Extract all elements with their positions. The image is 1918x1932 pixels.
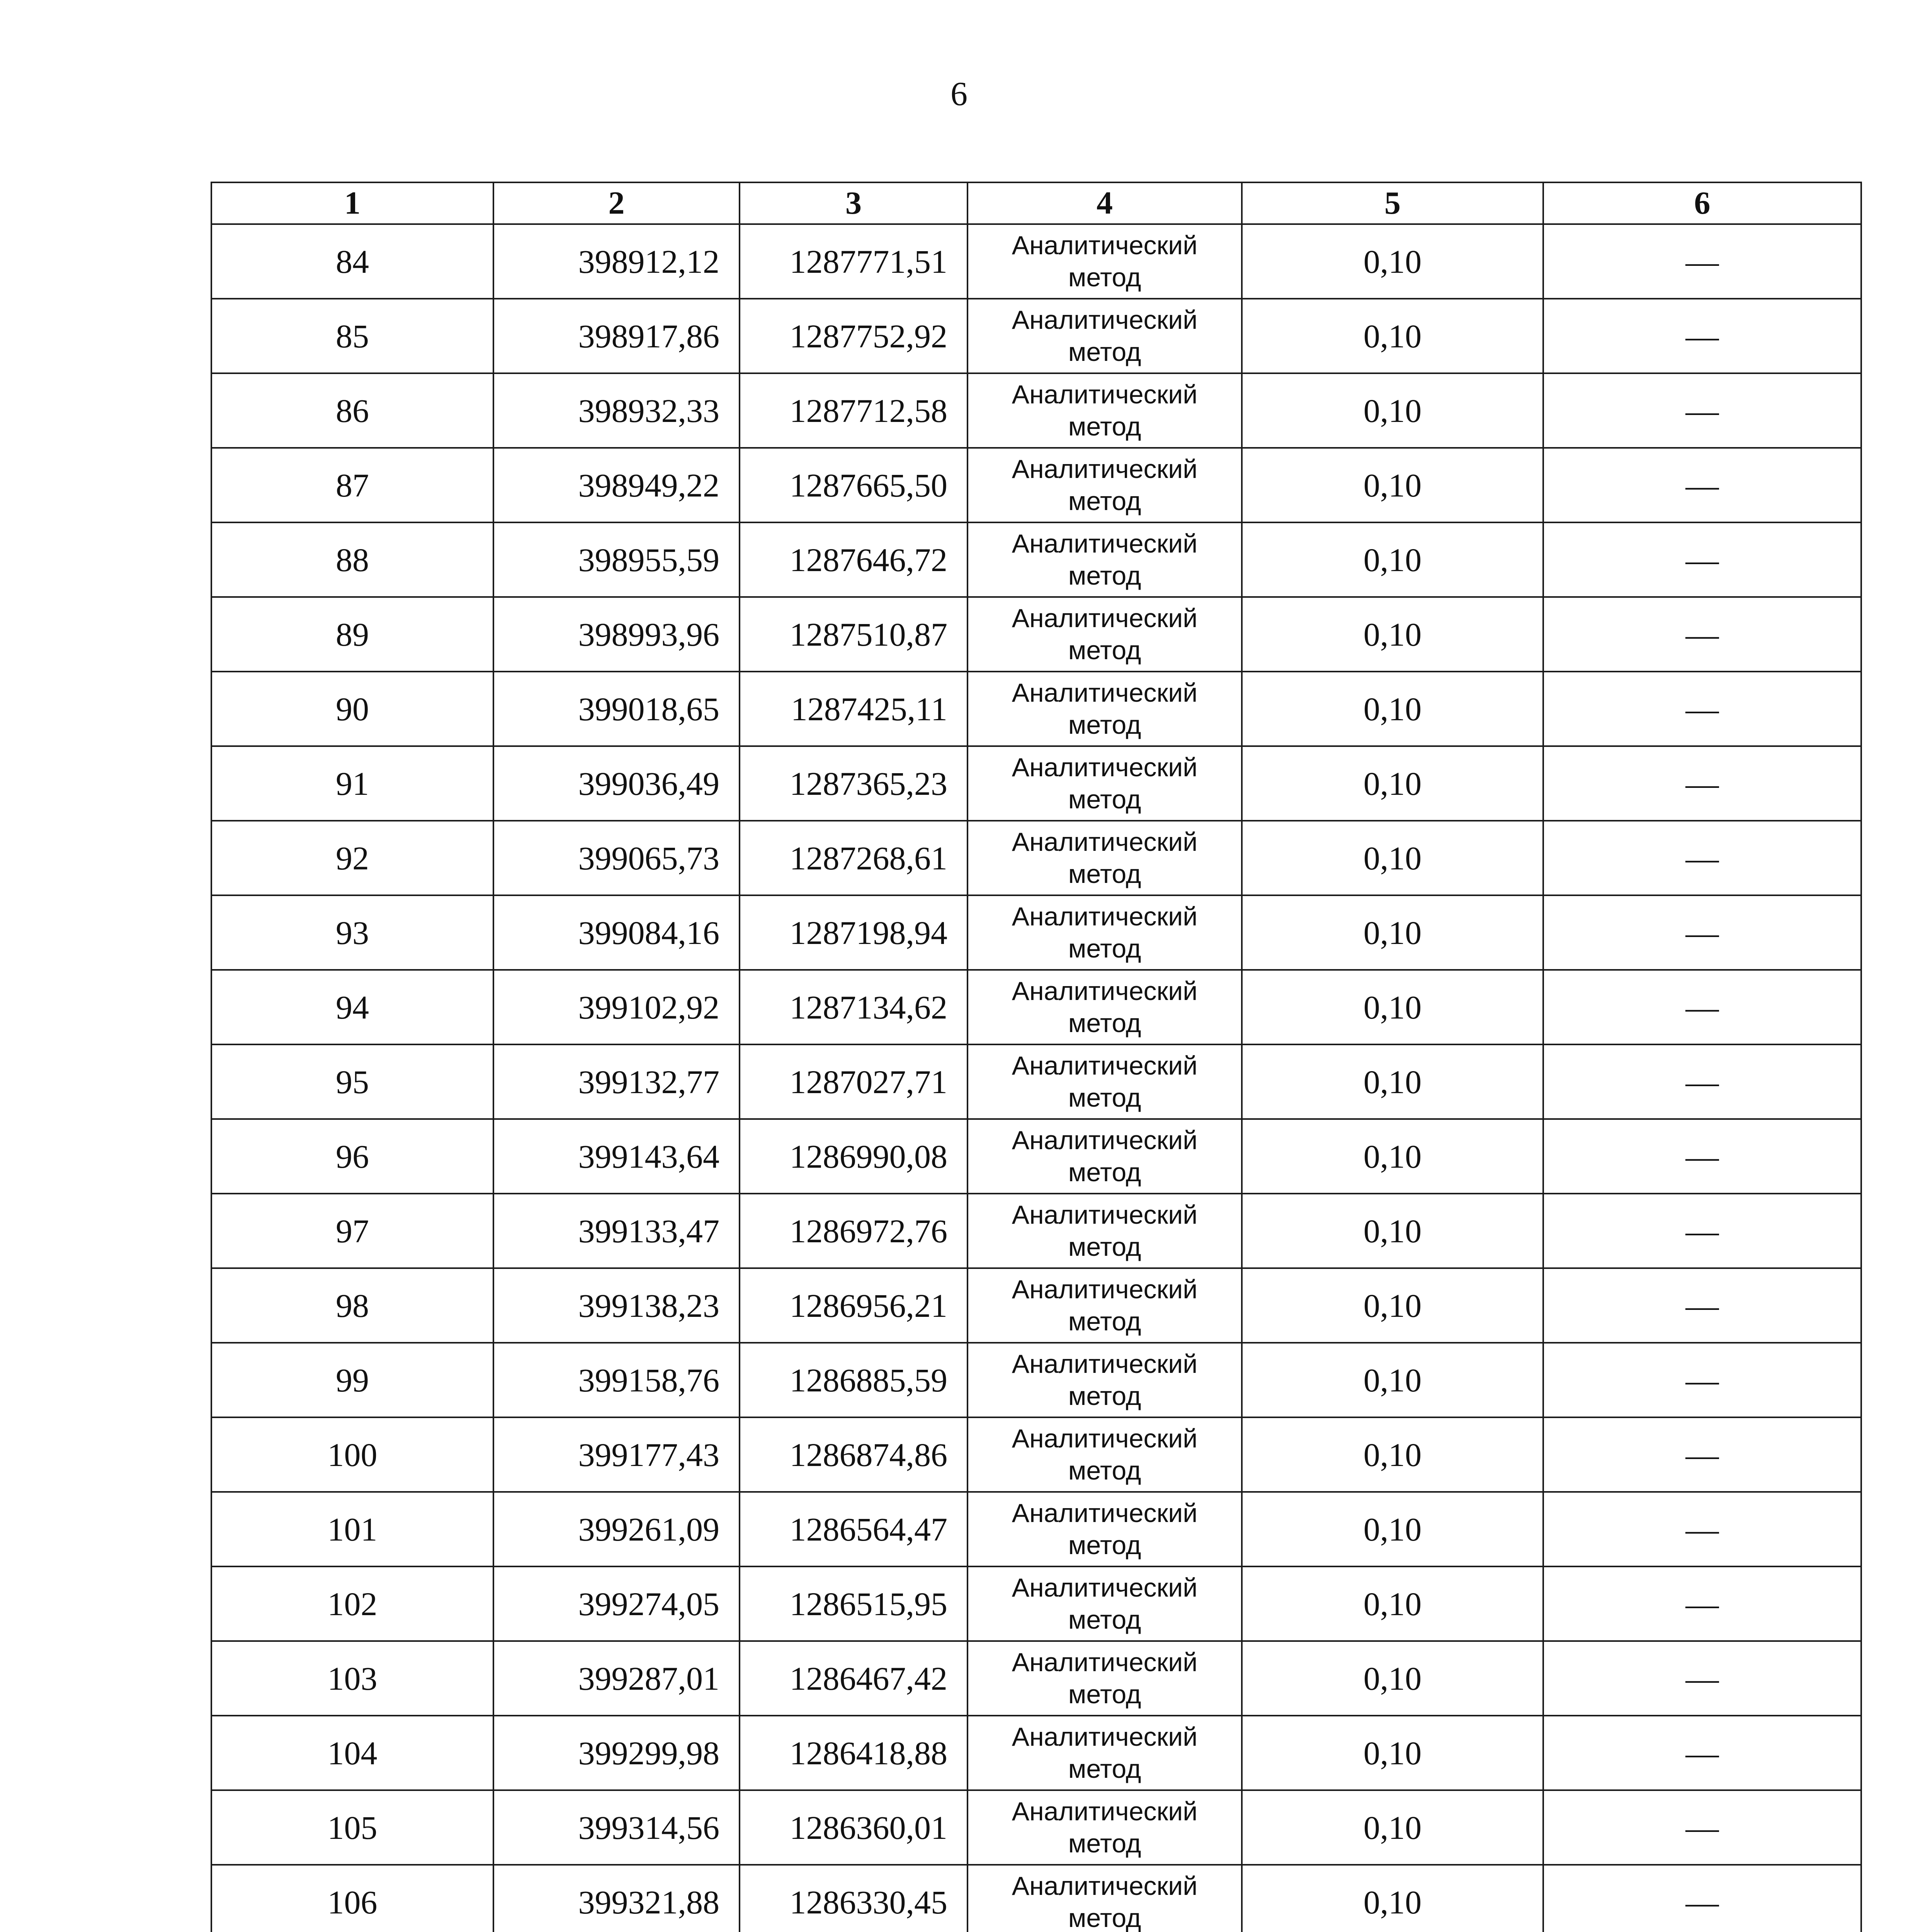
- method-line-2: метод: [1068, 710, 1141, 740]
- point-number-cell: 89: [211, 597, 493, 672]
- note-cell: —: [1543, 1865, 1861, 1932]
- accuracy-cell: 0,10: [1242, 597, 1543, 672]
- note-cell: —: [1543, 1417, 1861, 1492]
- method-cell: [968, 522, 1242, 597]
- table-row: [211, 1492, 1861, 1566]
- x-coordinate-cell: 399321,88: [493, 1865, 740, 1932]
- point-number-cell: 100: [211, 1417, 493, 1492]
- note-cell: —: [1543, 821, 1861, 895]
- table-row: [211, 1119, 1861, 1194]
- y-coordinate-cell: 1287198,94: [740, 895, 968, 970]
- method-line-1: Аналитический: [1012, 603, 1198, 633]
- method-cell: [968, 224, 1242, 299]
- accuracy-cell: 0,10: [1242, 672, 1543, 746]
- table-row: [211, 1790, 1861, 1865]
- x-coordinate-cell: 399274,05: [493, 1566, 740, 1641]
- method-line-1: Аналитический: [1012, 305, 1198, 335]
- header-row: [211, 182, 1861, 224]
- accuracy-cell: 0,10: [1242, 1865, 1543, 1932]
- method-line-2: метод: [1068, 1157, 1141, 1187]
- x-coordinate-cell: 399143,64: [493, 1119, 740, 1194]
- method-line-2: метод: [1068, 635, 1141, 665]
- method-line-2: метод: [1068, 486, 1141, 516]
- method-line-2: метод: [1068, 337, 1141, 367]
- accuracy-cell: 0,10: [1242, 1566, 1543, 1641]
- accuracy-cell: 0,10: [1242, 1417, 1543, 1492]
- x-coordinate-cell: 399138,23: [493, 1268, 740, 1343]
- point-number-cell: 94: [211, 970, 493, 1044]
- table-row: [211, 597, 1861, 672]
- accuracy-cell: 0,10: [1242, 970, 1543, 1044]
- table-row: [211, 970, 1861, 1044]
- method-cell: [968, 1343, 1242, 1417]
- y-coordinate-cell: 1287510,87: [740, 597, 968, 672]
- method-line-2: метод: [1068, 561, 1141, 590]
- point-number-cell: 91: [211, 746, 493, 821]
- x-coordinate-cell: 398949,22: [493, 448, 740, 522]
- table-row: [211, 672, 1861, 746]
- accuracy-cell: 0,10: [1242, 1790, 1543, 1865]
- point-number-cell: 86: [211, 373, 493, 448]
- method-line-1: Аналитический: [1012, 1051, 1198, 1080]
- accuracy-cell: 0,10: [1242, 224, 1543, 299]
- table-row: [211, 1865, 1861, 1932]
- y-coordinate-cell: 1286418,88: [740, 1716, 968, 1790]
- y-coordinate-cell: 1287752,92: [740, 299, 968, 373]
- note-cell: —: [1543, 970, 1861, 1044]
- accuracy-cell: 0,10: [1242, 448, 1543, 522]
- table-row: [211, 522, 1861, 597]
- method-line-1: Аналитический: [1012, 1573, 1198, 1602]
- point-number-cell: 99: [211, 1343, 493, 1417]
- method-line-1: Аналитический: [1012, 1423, 1198, 1453]
- table-row: [211, 1268, 1861, 1343]
- method-line-2: метод: [1068, 1456, 1141, 1485]
- x-coordinate-cell: 399299,98: [493, 1716, 740, 1790]
- point-number-cell: 102: [211, 1566, 493, 1641]
- method-line-1: Аналитический: [1012, 379, 1198, 409]
- y-coordinate-cell: 1286330,45: [740, 1865, 968, 1932]
- y-coordinate-cell: 1287425,11: [740, 672, 968, 746]
- point-number-cell: 84: [211, 224, 493, 299]
- x-coordinate-cell: 398932,33: [493, 373, 740, 448]
- point-number-cell: 85: [211, 299, 493, 373]
- method-cell: [968, 1716, 1242, 1790]
- y-coordinate-cell: 1286515,95: [740, 1566, 968, 1641]
- accuracy-cell: 0,10: [1242, 1716, 1543, 1790]
- x-coordinate-cell: 399158,76: [493, 1343, 740, 1417]
- method-line-1: Аналитический: [1012, 1349, 1198, 1379]
- method-line-2: метод: [1068, 1530, 1141, 1560]
- method-cell: [968, 448, 1242, 522]
- table-row: [211, 1343, 1861, 1417]
- method-line-1: Аналитический: [1012, 230, 1198, 260]
- note-cell: —: [1543, 597, 1861, 672]
- method-cell: [968, 1492, 1242, 1566]
- method-cell: [968, 895, 1242, 970]
- accuracy-cell: 0,10: [1242, 1119, 1543, 1194]
- accuracy-cell: 0,10: [1242, 895, 1543, 970]
- method-line-1: Аналитический: [1012, 901, 1198, 931]
- accuracy-cell: 0,10: [1242, 299, 1543, 373]
- point-number-cell: 96: [211, 1119, 493, 1194]
- page-number: 6: [950, 75, 968, 113]
- method-cell: [968, 672, 1242, 746]
- y-coordinate-cell: 1286874,86: [740, 1417, 968, 1492]
- y-coordinate-cell: 1286990,08: [740, 1119, 968, 1194]
- note-cell: —: [1543, 1268, 1861, 1343]
- note-cell: —: [1543, 224, 1861, 299]
- header-col-2: 2: [493, 182, 740, 224]
- point-number-cell: 95: [211, 1044, 493, 1119]
- note-cell: —: [1543, 895, 1861, 970]
- note-cell: —: [1543, 672, 1861, 746]
- method-cell: [968, 1641, 1242, 1716]
- method-line-1: Аналитический: [1012, 678, 1198, 707]
- method-line-1: Аналитический: [1012, 827, 1198, 857]
- method-line-1: Аналитический: [1012, 976, 1198, 1006]
- header-col-6: 6: [1543, 182, 1861, 224]
- point-number-cell: 87: [211, 448, 493, 522]
- x-coordinate-cell: 399084,16: [493, 895, 740, 970]
- point-number-cell: 98: [211, 1268, 493, 1343]
- method-line-1: Аналитический: [1012, 1498, 1198, 1528]
- note-cell: —: [1543, 1566, 1861, 1641]
- point-number-cell: 88: [211, 522, 493, 597]
- y-coordinate-cell: 1287268,61: [740, 821, 968, 895]
- note-cell: —: [1543, 1119, 1861, 1194]
- y-coordinate-cell: 1286972,76: [740, 1194, 968, 1268]
- method-line-1: Аналитический: [1012, 454, 1198, 484]
- x-coordinate-cell: 399132,77: [493, 1044, 740, 1119]
- method-cell: [968, 1865, 1242, 1932]
- note-cell: —: [1543, 1492, 1861, 1566]
- method-cell: [968, 821, 1242, 895]
- method-line-2: метод: [1068, 1083, 1141, 1112]
- method-line-1: Аналитический: [1012, 1274, 1198, 1304]
- accuracy-cell: 0,10: [1242, 1641, 1543, 1716]
- method-cell: [968, 373, 1242, 448]
- accuracy-cell: 0,10: [1242, 746, 1543, 821]
- method-cell: [968, 1566, 1242, 1641]
- accuracy-cell: 0,10: [1242, 1044, 1543, 1119]
- point-number-cell: 103: [211, 1641, 493, 1716]
- method-line-2: метод: [1068, 1306, 1141, 1336]
- table-row: [211, 895, 1861, 970]
- point-number-cell: 105: [211, 1790, 493, 1865]
- accuracy-cell: 0,10: [1242, 1343, 1543, 1417]
- point-number-cell: 92: [211, 821, 493, 895]
- x-coordinate-cell: 399314,56: [493, 1790, 740, 1865]
- method-line-2: метод: [1068, 1232, 1141, 1262]
- method-line-1: Аналитический: [1012, 529, 1198, 558]
- y-coordinate-cell: 1287646,72: [740, 522, 968, 597]
- x-coordinate-cell: 399065,73: [493, 821, 740, 895]
- method-cell: [968, 597, 1242, 672]
- accuracy-cell: 0,10: [1242, 373, 1543, 448]
- table-body: [211, 224, 1861, 1932]
- method-cell: [968, 1194, 1242, 1268]
- y-coordinate-cell: 1287771,51: [740, 224, 968, 299]
- method-cell: [968, 1268, 1242, 1343]
- y-coordinate-cell: 1287365,23: [740, 746, 968, 821]
- note-cell: —: [1543, 373, 1861, 448]
- method-line-2: метод: [1068, 262, 1141, 292]
- note-cell: —: [1543, 1790, 1861, 1865]
- method-line-1: Аналитический: [1012, 1200, 1198, 1230]
- table-row: [211, 1417, 1861, 1492]
- note-cell: —: [1543, 746, 1861, 821]
- y-coordinate-cell: 1286956,21: [740, 1268, 968, 1343]
- x-coordinate-cell: 398912,12: [493, 224, 740, 299]
- method-cell: [968, 299, 1242, 373]
- y-coordinate-cell: 1287665,50: [740, 448, 968, 522]
- note-cell: —: [1543, 522, 1861, 597]
- method-cell: [968, 746, 1242, 821]
- note-cell: —: [1543, 1044, 1861, 1119]
- method-line-2: метод: [1068, 784, 1141, 814]
- y-coordinate-cell: 1286360,01: [740, 1790, 968, 1865]
- table-row: [211, 224, 1861, 299]
- note-cell: —: [1543, 448, 1861, 522]
- header-col-4: 4: [968, 182, 1242, 224]
- note-cell: —: [1543, 1716, 1861, 1790]
- accuracy-cell: 0,10: [1242, 821, 1543, 895]
- note-cell: —: [1543, 1194, 1861, 1268]
- coordinates-table: [211, 182, 1862, 1932]
- table-header: [211, 182, 1861, 224]
- table-row: [211, 448, 1861, 522]
- table-row: [211, 821, 1861, 895]
- note-cell: —: [1543, 1641, 1861, 1716]
- method-line-1: Аналитический: [1012, 1647, 1198, 1677]
- point-number-cell: 106: [211, 1865, 493, 1932]
- x-coordinate-cell: 399036,49: [493, 746, 740, 821]
- y-coordinate-cell: 1287027,71: [740, 1044, 968, 1119]
- x-coordinate-cell: 398955,59: [493, 522, 740, 597]
- table-row: [211, 1566, 1861, 1641]
- point-number-cell: 101: [211, 1492, 493, 1566]
- accuracy-cell: 0,10: [1242, 522, 1543, 597]
- method-cell: [968, 1044, 1242, 1119]
- method-line-2: метод: [1068, 1605, 1141, 1634]
- x-coordinate-cell: 398917,86: [493, 299, 740, 373]
- x-coordinate-cell: 399133,47: [493, 1194, 740, 1268]
- point-number-cell: 93: [211, 895, 493, 970]
- method-line-2: метод: [1068, 412, 1141, 441]
- x-coordinate-cell: 399287,01: [493, 1641, 740, 1716]
- method-line-2: метод: [1068, 1754, 1141, 1784]
- table-row: [211, 1716, 1861, 1790]
- y-coordinate-cell: 1287712,58: [740, 373, 968, 448]
- y-coordinate-cell: 1286564,47: [740, 1492, 968, 1566]
- header-col-3: 3: [740, 182, 968, 224]
- method-line-2: метод: [1068, 934, 1141, 963]
- method-line-2: метод: [1068, 1828, 1141, 1858]
- method-line-1: Аналитический: [1012, 1871, 1198, 1901]
- y-coordinate-cell: 1286885,59: [740, 1343, 968, 1417]
- method-cell: [968, 1790, 1242, 1865]
- point-number-cell: 104: [211, 1716, 493, 1790]
- y-coordinate-cell: 1286467,42: [740, 1641, 968, 1716]
- x-coordinate-cell: 399018,65: [493, 672, 740, 746]
- note-cell: —: [1543, 1343, 1861, 1417]
- accuracy-cell: 0,10: [1242, 1268, 1543, 1343]
- y-coordinate-cell: 1287134,62: [740, 970, 968, 1044]
- x-coordinate-cell: 399102,92: [493, 970, 740, 1044]
- header-col-1: 1: [211, 182, 493, 224]
- x-coordinate-cell: 399177,43: [493, 1417, 740, 1492]
- method-line-1: Аналитический: [1012, 1125, 1198, 1155]
- method-line-2: метод: [1068, 859, 1141, 889]
- table-row: [211, 1194, 1861, 1268]
- point-number-cell: 97: [211, 1194, 493, 1268]
- table-row: [211, 299, 1861, 373]
- method-line-1: Аналитический: [1012, 752, 1198, 782]
- note-cell: —: [1543, 299, 1861, 373]
- table-row: [211, 1044, 1861, 1119]
- header-col-5: 5: [1242, 182, 1543, 224]
- method-line-2: метод: [1068, 1903, 1141, 1932]
- method-line-1: Аналитический: [1012, 1722, 1198, 1752]
- method-line-1: Аналитический: [1012, 1796, 1198, 1826]
- x-coordinate-cell: 399261,09: [493, 1492, 740, 1566]
- method-cell: [968, 1119, 1242, 1194]
- table-row: [211, 1641, 1861, 1716]
- method-line-2: метод: [1068, 1381, 1141, 1411]
- accuracy-cell: 0,10: [1242, 1492, 1543, 1566]
- point-number-cell: 90: [211, 672, 493, 746]
- table-row: [211, 746, 1861, 821]
- x-coordinate-cell: 398993,96: [493, 597, 740, 672]
- method-line-2: метод: [1068, 1679, 1141, 1709]
- method-cell: [968, 1417, 1242, 1492]
- method-cell: [968, 970, 1242, 1044]
- method-line-2: метод: [1068, 1008, 1141, 1038]
- table-row: [211, 373, 1861, 448]
- accuracy-cell: 0,10: [1242, 1194, 1543, 1268]
